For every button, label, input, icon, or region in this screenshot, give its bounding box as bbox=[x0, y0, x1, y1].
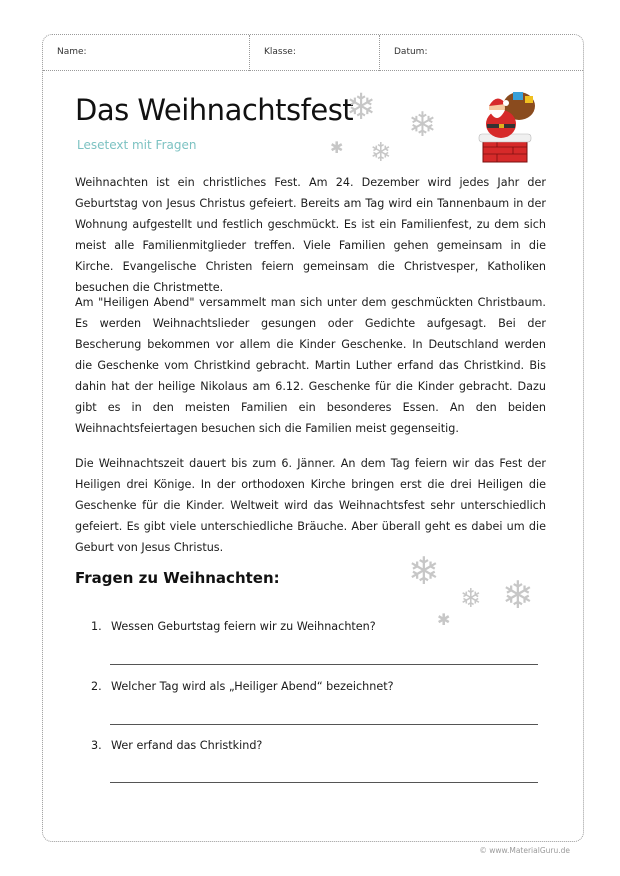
snowflake-icon: ❄ bbox=[502, 573, 534, 617]
snowflake-icon: ❄ bbox=[346, 87, 377, 128]
snowflake-icon: ❄ bbox=[460, 584, 482, 614]
question-text: Welcher Tag wird als „Heiliger Abend“ bezeichnet? bbox=[111, 680, 394, 693]
snowflake-icon: ❄ bbox=[408, 105, 437, 145]
santa-claus-icon bbox=[475, 86, 545, 166]
answer-line[interactable] bbox=[110, 724, 538, 725]
question-text: Wessen Geburtstag feiern wir zu Weihnachten? bbox=[111, 620, 376, 633]
question-number: 1. bbox=[91, 620, 102, 633]
name-cell[interactable] bbox=[43, 35, 250, 71]
snowflake-icon: ✱ bbox=[330, 138, 344, 157]
paragraph-3: Die Weihnachtszeit dauert bis zum 6. Jänner. An dem Tag feiern wir das Fest der Heiligen drei Könige. In der orthodoxen Kirche bringen erst die drei Heiligen die Geschenke für die Kinder. Weltweit wird das Weihnachtsfest sehr unterschiedlich gefeiert. Es gibt viele unterschiedliche Bräuche. Aber überall geht es dabei um die Geburt von Jesus Christus. bbox=[75, 457, 546, 554]
snowflake-icon: ✱ bbox=[437, 610, 451, 629]
answer-line[interactable] bbox=[110, 782, 538, 783]
class-label: Klasse: bbox=[264, 47, 296, 57]
questions-title: Fragen zu Weihnachten: bbox=[75, 569, 280, 587]
question-number: 3. bbox=[91, 739, 102, 752]
name-label: Name: bbox=[57, 47, 87, 57]
page-title: Das Weihnachtsfest bbox=[75, 93, 354, 127]
paragraph-2: Am "Heiligen Abend" versammelt man sich unter dem geschmückten Christbaum. Es werden Weihnachtslieder gesungen oder Gedichte aufgesagt. Bei der Bescherung bekommen vor allem die Kinder Geschenke. In Deutschland werden die Geschenke vom Christkind gebracht. Martin Luther erfand das Christkind. Bis dahin hat der heilige Nikolaus am 6.12. Geschenke für die Kinder gebracht. Dazu gibt es in den meisten Familien ein besonderes Essen. An den beiden Weihnachtsfeiertagen besuchen sich die Familien meist gegenseitig. bbox=[75, 296, 546, 435]
page-subtitle: Lesetext mit Fragen bbox=[77, 138, 197, 152]
header-row bbox=[43, 35, 583, 71]
class-cell[interactable] bbox=[250, 35, 380, 71]
paragraph-1: Weihnachten ist ein christliches Fest. Am 24. Dezember wird jedes Jahr der Geburtstag von Jesus Christus gefeiert. Bereits am Tag wird ein Tannenbaum in der Wohnung aufgestellt und festlich geschmückt. Es ist ein Familienfest, zu dem sich meist alle Familienmitglieder treffen. Viele Familien gehen gemeinsam in die Kirche. Evangelische Christen feiern gemeinsam die Christvesper, Katholiken besuchen die Christmette. bbox=[75, 176, 546, 294]
answer-line[interactable] bbox=[110, 664, 538, 665]
question-text: Wer erfand das Christkind? bbox=[111, 739, 263, 752]
snowflake-icon: ❄ bbox=[408, 549, 440, 593]
copyright-footer: © www.MaterialGuru.de bbox=[479, 846, 570, 855]
date-label: Datum: bbox=[394, 47, 428, 57]
question-number: 2. bbox=[91, 680, 102, 693]
date-cell[interactable] bbox=[380, 35, 583, 71]
snowflake-icon: ❄ bbox=[370, 138, 392, 168]
